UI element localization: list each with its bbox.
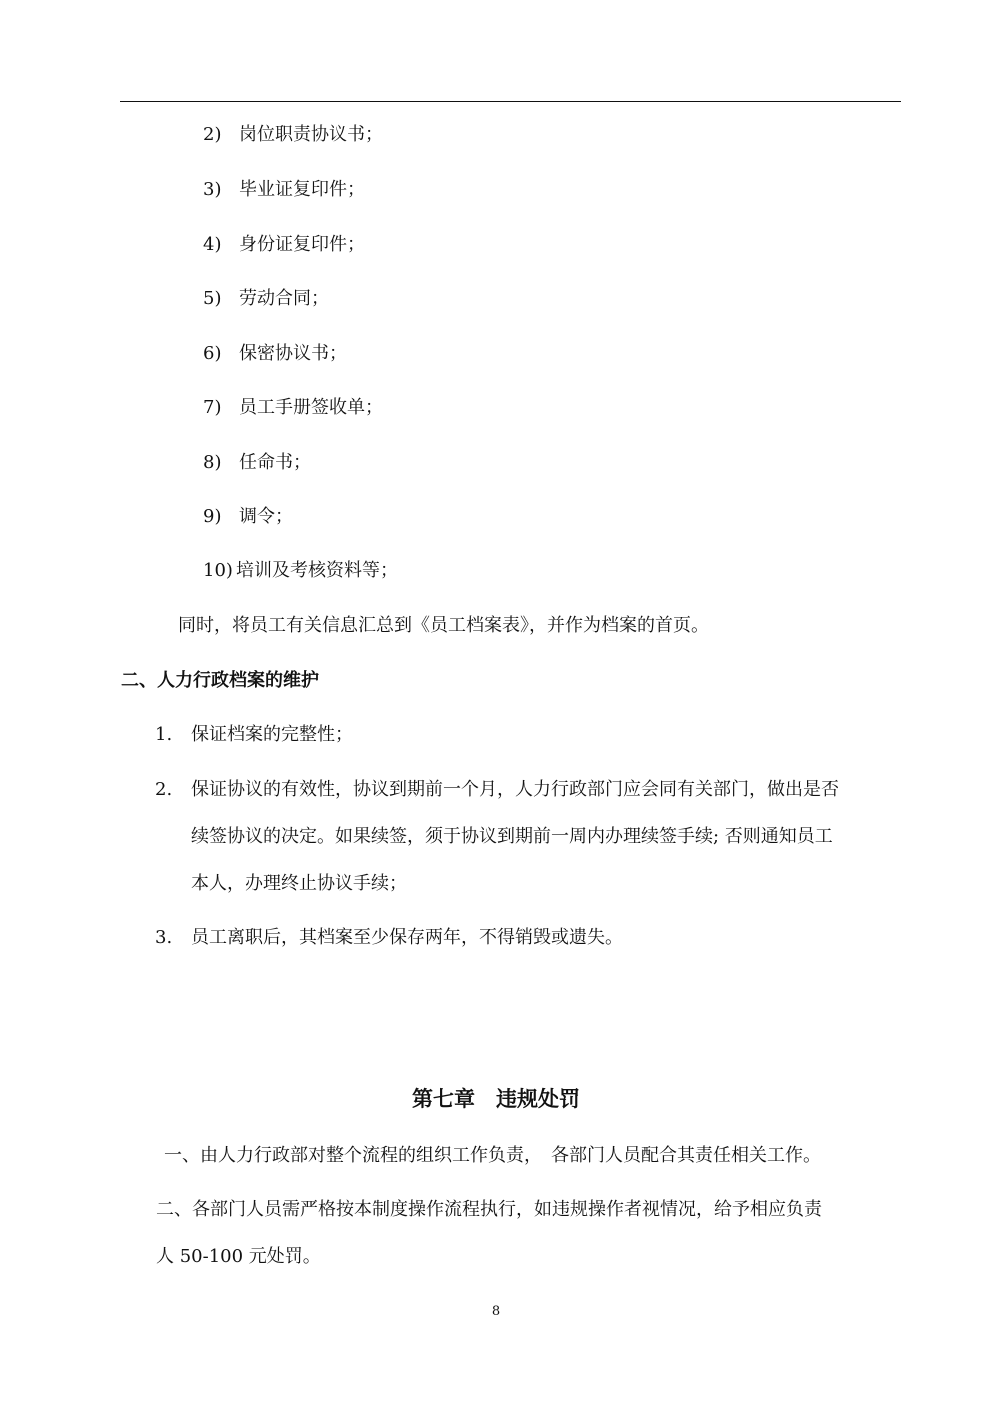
- list-item-number: 7): [203, 397, 222, 418]
- numbered-item-continuation: 本人，办理终止协议手续；: [191, 873, 407, 894]
- numbered-item-text: 保证档案的完整性；: [191, 724, 353, 745]
- list-item-text: 培训及考核资料等；: [236, 560, 398, 581]
- list-item-number: 2): [203, 124, 222, 145]
- list-item-text: 保密协议书；: [239, 343, 347, 364]
- list-item-text: 调令；: [239, 506, 293, 527]
- chapter-paragraph: 二、各部门人员需严格按本制度操作流程执行，如违规操作者视情况，给予相应负责: [156, 1199, 822, 1220]
- list-item-number: 3): [203, 179, 222, 200]
- list-item: [203, 558, 398, 584]
- list-item-text: 毕业证复印件；: [239, 179, 365, 200]
- list-item-number: 10): [203, 560, 233, 581]
- list-item: [203, 341, 347, 367]
- numbered-item-continuation: 续签协议的决定。如果续签，须于协议到期前一周内办理续签手续; 否则通知员工: [191, 826, 833, 847]
- list-item-text: 任命书；: [239, 452, 311, 473]
- list-item: [203, 177, 365, 203]
- numbered-item-number: 3.: [155, 927, 173, 948]
- numbered-item-number: 1.: [155, 724, 173, 745]
- numbered-item-text: 保证协议的有效性，协议到期前一个月，人力行政部门应会同有关部门，做出是否: [191, 779, 839, 800]
- numbered-item: [155, 777, 839, 803]
- numbered-item-text: 员工离职后，其档案至少保存两年，不得销毁或遗失。: [191, 927, 623, 948]
- list-item-text: 员工手册签收单；: [239, 397, 383, 418]
- list-item: [203, 232, 365, 258]
- list-item-number: 5): [203, 288, 222, 309]
- list-item: [203, 286, 329, 312]
- section-heading: 二、人力行政档案的维护: [121, 670, 319, 691]
- list-item: [203, 450, 311, 476]
- page-number: 8: [491, 1304, 501, 1319]
- list-item-number: 9): [203, 506, 222, 527]
- list-item-text: 岗位职责协议书；: [239, 124, 383, 145]
- chapter-paragraph: 一、由人力行政部对整个流程的组织工作负责， 各部门人员配合其责任相关工作。: [164, 1145, 821, 1166]
- numbered-item-number: 2.: [155, 779, 173, 800]
- list-item-number: 6): [203, 343, 222, 364]
- list-item: [203, 504, 293, 530]
- chapter-title: 第七章 违规处罚: [412, 1086, 580, 1111]
- chapter-paragraph-continuation: 人 50-100 元处罚。: [156, 1246, 321, 1267]
- numbered-item: [155, 722, 353, 748]
- list-item: [203, 122, 383, 148]
- list-item-number: 8): [203, 452, 222, 473]
- header-rule: [120, 101, 901, 102]
- list-item: [203, 395, 383, 421]
- list-item-text: 劳动合同；: [239, 288, 329, 309]
- list-item-number: 4): [203, 234, 222, 255]
- summary-paragraph: 同时，将员工有关信息汇总到《员工档案表》，并作为档案的首页。: [178, 615, 709, 636]
- list-item-text: 身份证复印件；: [239, 234, 365, 255]
- numbered-item: [155, 925, 623, 951]
